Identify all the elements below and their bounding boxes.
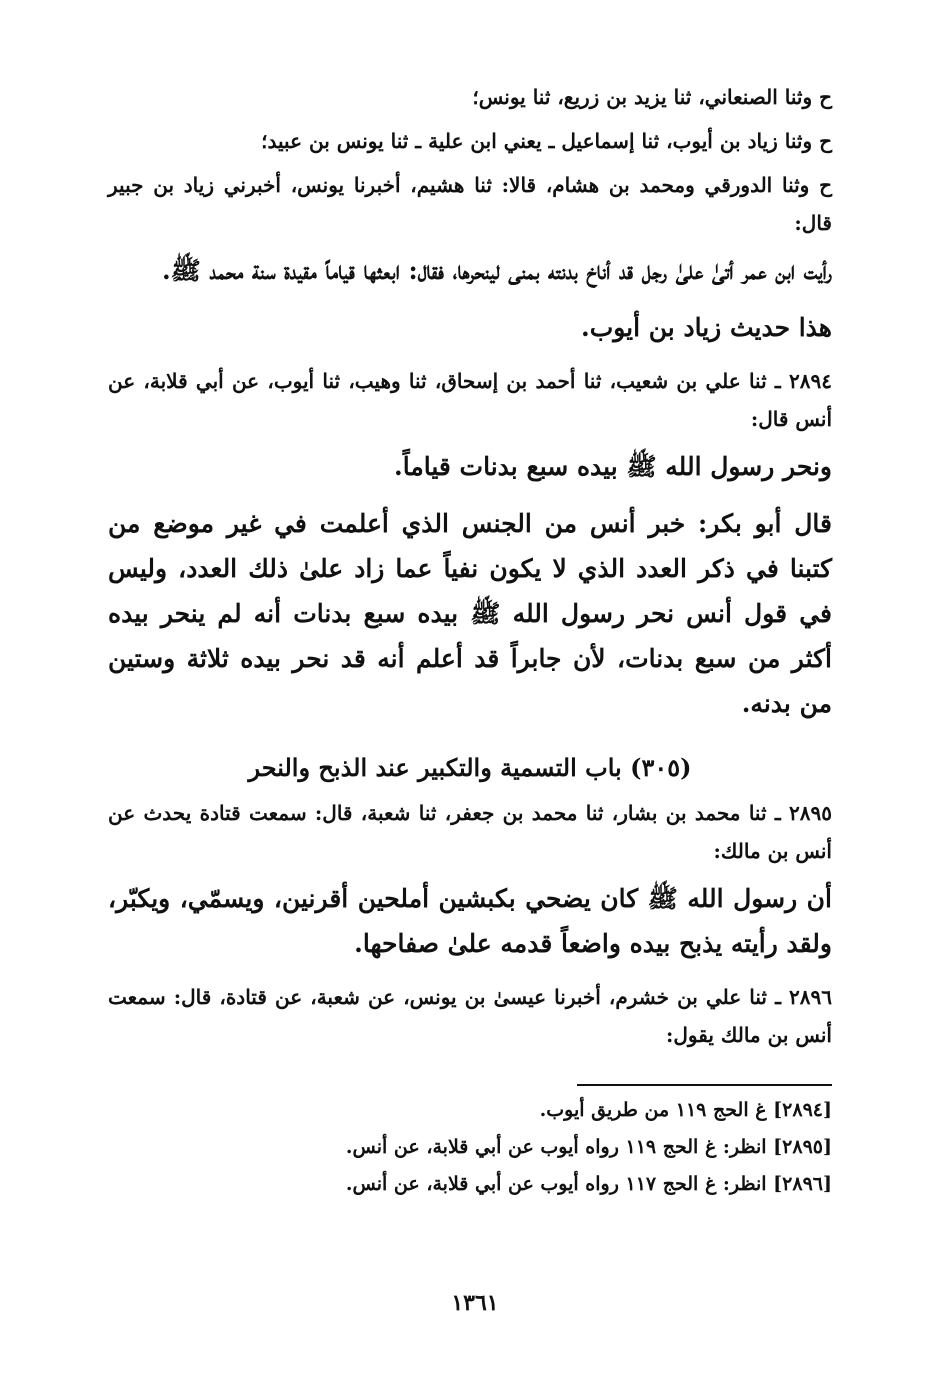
isnad-chain-3: ح وثنا الدورقي ومحمد بن هشام، قالا: ثنا هشيم، أخبرنا يونس، أخبرني زياد بن جبير قال: [108, 173, 832, 235]
footnotes [108, 1092, 832, 1203]
footnote-2895: [٢٨٩٥] انظر: غ الحج ١١٩ رواه أيوب عن أبي قلابة، عن أنس. [345, 1136, 832, 1158]
isnad-chain-2: ح وثنا زياد بن أيوب، ثنا إسماعيل ـ يعني ابن علية ـ ثنا يونس بن عبيد؛ [261, 129, 832, 153]
isnad-chain-1: ح وثنا الصنعاني، ثنا يزيد بن زريع، ثنا يونس؛ [472, 85, 832, 109]
chapter-heading: (٣٠٥) باب التسمية والتكبير عند الذبح والنحر [248, 753, 692, 782]
footnote-2894: [٢٨٩٤] غ الحج ١١٩ من طريق أيوب. [539, 1099, 832, 1121]
footnote-2896: [٢٨٩٦] انظر: غ الحج ١١٧ رواه أيوب عن أبي قلابة، عن أنس. [345, 1173, 832, 1195]
hadith-2894-chain: ٢٨٩٤ ـ ثنا علي بن شعيب، ثنا أحمد بن إسحاق، ثنا وهيب، ثنا أيوب، عن أبي قلابة، عن أنس قال: [108, 369, 832, 431]
hadith-text-1: رأيت ابن عمر أتىٰ علىٰ رجل قد أناخ بدنته بمنى لينحرها، فقال: ابعثها قياماً مقيدة سنة محمد ﷺ. [161, 256, 832, 285]
narration-note: هذا حديث زياد بن أيوب. [581, 313, 832, 342]
commentary-paragraph: قال أبو بكر: خبر أنس من الجنس الذي أعلمت في غير موضع من كتبنا في ذكر العدد الذي لا يكون نفياً عما زاد علىٰ ذلك العدد، وليس في قول أنس نحر رسول الله ﷺ بيده سبع بدنات أنه لم ينحر بيده أكثر من سبع بدنات، لأن جابراً قد أعلم أنه قد نحر بيده ثلاثة وستين من بدنه. [108, 509, 832, 718]
page-number: ١٣٦١ [451, 1290, 499, 1316]
hadith-2895-text: أن رسول الله ﷺ كان يضحي بكبشين أملحين أقرنين، ويسمّي، ويكبّر، ولقد رأيته يذبح بيده واضعاً قدمه علىٰ صفاحها. [108, 884, 832, 958]
hadith-2894-text: ونحر رسول الله ﷺ بيده سبع بدنات قياماً. [394, 452, 832, 481]
hadith-2895-chain: ٢٨٩٥ ـ ثنا محمد بن بشار، ثنا محمد بن جعفر، ثنا شعبة، قال: سمعت قتادة يحدث عن أنس بن مالك: [108, 801, 832, 863]
footnote-divider [577, 1084, 832, 1086]
hadith-2896-chain: ٢٨٩٦ ـ ثنا علي بن خشرم، أخبرنا عيسىٰ بن يونس، عن شعبة، عن قتادة، قال: سمعت أنس بن مالك يقول: [108, 985, 832, 1047]
